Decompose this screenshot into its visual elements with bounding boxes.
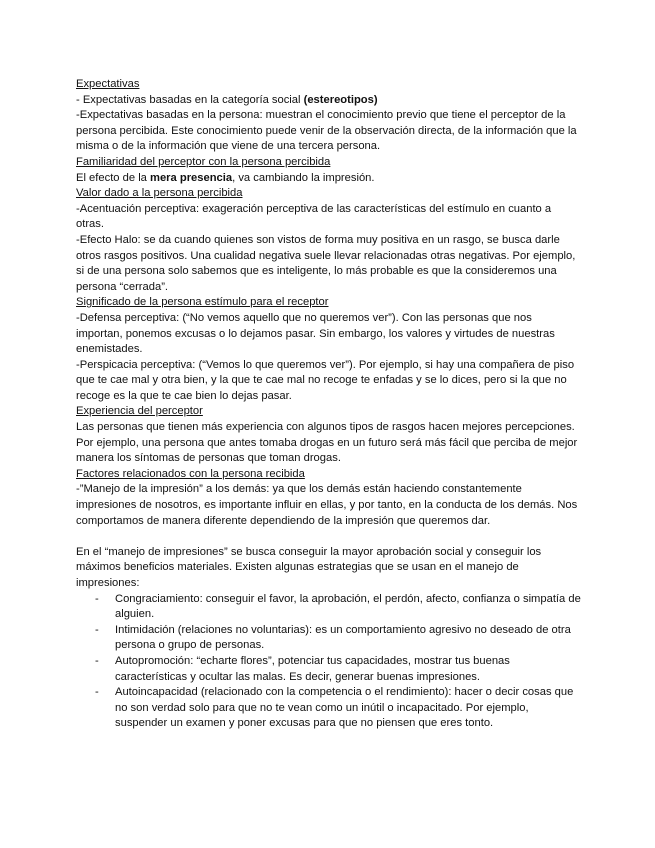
paragraph-efecto-halo: -Efecto Halo: se da cuando quienes son vistos de forma muy positiva en un rasgo, se busca darle otros rasgos positivos. Una cualidad negativa suele llevar relacionadas otras negativas. Por ejemplo, si de una persona solo sabemos que es inteligente, lo más probable es que la consideremos una persona “cerrada”. — [76, 233, 576, 293]
paragraph-experiencia: Las personas que tienen más experiencia con algunos tipos de rasgos hacen mejores percepciones. Por ejemplo, una persona que antes tomaba drogas en un futuro será más fácil que perciba de mejor manera los síntomas de personas que toman drogas. — [76, 421, 578, 465]
paragraph-mera-presencia — [76, 171, 581, 187]
heading-significado: Significado de la persona estímulo para el receptor — [76, 296, 329, 309]
bullet-dash: - — [95, 654, 99, 667]
list-item-text: Autoincapacidad (relacionado con la competencia o el rendimiento): hacer o decir cosas que no son verdad solo para que no te vean como un inútil o incapacitado. Por ejemplo, suspender un examen y poner excusas para que no piensen que eres tonto. — [115, 686, 574, 730]
bullet-dash: - — [95, 592, 99, 605]
paragraph-manejo-impresiones: En el “manejo de impresiones” se busca conseguir la mayor aprobación social y conseguir los máximos beneficios materiales. Existen algunas estrategias que se usan en el manejo de impresiones: — [76, 545, 542, 589]
heading-familiaridad: Familiaridad del perceptor con la persona percibida — [76, 155, 331, 168]
paragraph-text: , va cambiando la impresión. — [232, 171, 375, 184]
strategies-list — [76, 592, 581, 732]
paragraph-manejo-impresion: -”Manejo de la impresión” a los demás: ya que los demás están haciendo constantemente impresiones de nosotros, es importante influir en ellas, y por tanto, en la conducta de los demás. Nos comportamos de manera diferente dependiendo de la impresión que queremos dar. — [76, 483, 578, 527]
heading-factores: Factores relacionados con la persona recibida — [76, 467, 305, 480]
bold-term: mera presencia — [150, 171, 233, 184]
paragraph-perspicacia-perceptiva: -Perspicacia perceptiva: (“Vemos lo que queremos ver”). Por ejemplo, si hay una compañera de piso que te cae mal y otra bien, y la que te cae mal no recoge te enfadas y se lo dices, pero si la que no recoge es la que te cae bien lo dejas pasar. — [76, 358, 575, 402]
list-item — [76, 685, 581, 732]
paragraph-defensa-perceptiva: -Defensa perceptiva: (“No vemos aquello que no queremos ver”). Con las personas que nos importan, ponemos excusas o lo dejamos pasar. Sin embargo, los valores y virtudes de nuestras enemistades. — [76, 311, 555, 356]
paragraph-expectativas-persona: -Expectativas basadas en la persona: muestran el conocimiento previo que tiene el perceptor de la persona percibida. Este conocimiento puede venir de la observación directa, de la información que la misma o de la información que viene de una tercera persona. — [76, 109, 577, 153]
list-item-text: Congraciamiento: conseguir el favor, la aprobación, el perdón, afecto, confianza o simpatía de alguien. — [115, 592, 581, 621]
document-body — [76, 77, 581, 732]
list-item-text: Autopromoción: “echarte flores”, potenciar tus capacidades, mostrar tus buenas características y ocultar las malas. Es decir, generar buenas impresiones. — [115, 654, 510, 683]
paragraph-text: El efecto de la — [76, 171, 151, 184]
bold-term: (estereotipos) — [303, 93, 378, 106]
bullet-dash: - — [95, 623, 99, 636]
heading-experiencia: Experiencia del perceptor — [76, 405, 203, 418]
heading-valor: Valor dado a la persona percibida — [76, 187, 243, 200]
list-item — [76, 654, 581, 685]
blank-line — [76, 529, 581, 545]
list-item — [76, 592, 581, 623]
list-item — [76, 623, 581, 654]
list-item-text: Intimidación (relaciones no voluntarias): es un comportamiento agresivo no deseado de otra persona o grupo de personas. — [115, 623, 571, 652]
bullet-dash: - — [95, 686, 99, 699]
paragraph-estereotipos — [76, 93, 581, 109]
paragraph-acentuacion: -Acentuación perceptiva: exageración perceptiva de las características del estímulo en cuanto a otras. — [76, 202, 552, 231]
heading-expectativas: Expectativas — [76, 78, 140, 90]
paragraph-text: - Expectativas basadas en la categoría social — [76, 93, 304, 106]
